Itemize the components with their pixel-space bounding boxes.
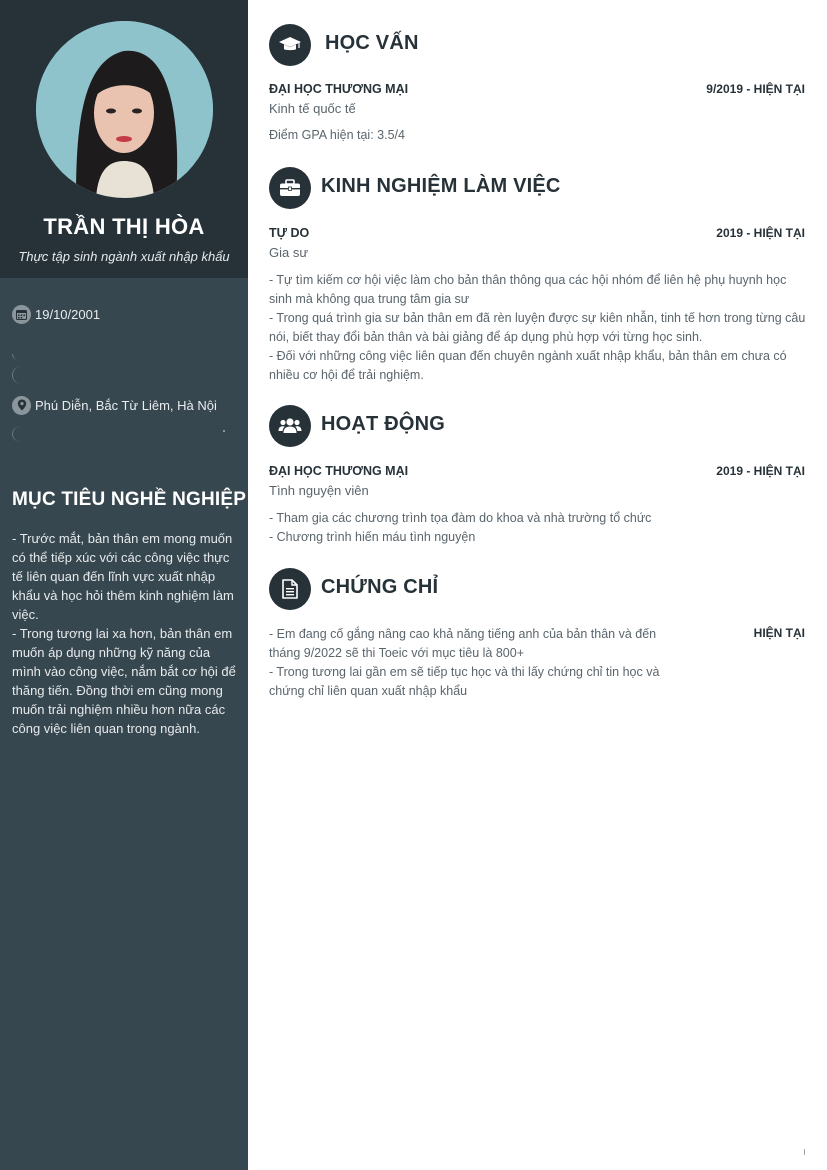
sidebar	[0, 0, 248, 1170]
activities-org: ĐẠI HỌC THƯƠNG MẠI	[269, 464, 409, 478]
document-icon	[269, 568, 311, 610]
empty-contact-marker	[12, 366, 30, 384]
profile-header	[0, 0, 248, 278]
activities-role: Tình nguyện viên	[269, 483, 369, 498]
briefcase-icon	[269, 167, 311, 209]
experience-date: 2019 - HIỆN TẠI	[716, 226, 805, 240]
education-date: 9/2019 - HIỆN TẠI	[706, 82, 805, 96]
experience-description: - Tự tìm kiếm cơ hội việc làm cho bản thân thông qua các hội nhóm để liên hệ phụ huynh học sinh mà không qua trung tâm gia sư - Trong quá trình gia sư bản thân em đã rèn luyện được sự kiên nhẫn, tinh tế hơn trong từng câu nói, biết thay đổi bản thân và bài giảng để áp dụng phù hợp với từng học sinh. - Đối với những công việc liên quan đến chuyên ngành xuất nhập khẩu, bản thân em chưa có nhiều cơ hội để trải nghiệm.	[269, 273, 806, 382]
activities-date: 2019 - HIỆN TẠI	[716, 464, 805, 478]
page-marker	[804, 1149, 805, 1155]
education-school: ĐẠI HỌC THƯƠNG MẠI	[269, 82, 409, 96]
users-icon	[269, 405, 311, 447]
experience-title: KINH NGHIỆM LÀM VIỆC	[321, 175, 561, 197]
empty-contact-marker	[12, 354, 30, 360]
birthdate-text: 19/10/2001	[35, 306, 101, 322]
activities-title: HOẠT ĐỘNG	[321, 413, 446, 435]
objective-text: - Trước mắt, bản thân em mong muốn có thể tiếp xúc với các công việc thực tế liên quan đến lĩnh vực xuất nhập khẩu và học hỏi thêm kinh nghiệm làm việc. - Trong tương lai xa hơn, bản thân em muốn áp dụng những kỹ năng của mình vào công việc, nắm bắt cơ hội để thăng tiến. Đồng thời em cũng mong muốn trải nghiệm nhiều hơn nữa các công việc liên quan trong ngành.	[12, 531, 236, 736]
activities-description: - Tham gia các chương trình tọa đàm do khoa và nhà trường tổ chức - Chương trình hiến máu tình nguyện	[269, 511, 652, 544]
address-row	[12, 395, 217, 415]
profile-name: TRẦN THỊ HÒA	[43, 214, 205, 239]
certificates-description: - Em đang cố gắng nâng cao khả năng tiếng anh của bản thân và đến tháng 9/2022 sẽ thi Toeic với mục tiêu là 800+ - Trong tương lai gần em sẽ tiếp tục học và thi lấy chứng chỉ tin học và chứng chỉ liên quan xuất nhập khẩu	[269, 627, 660, 698]
empty-contact-marker	[12, 426, 30, 442]
avatar	[36, 21, 213, 198]
calendar-icon	[12, 305, 31, 324]
birthdate-row	[12, 304, 100, 324]
certificates-date: HIỆN TẠI	[753, 626, 805, 640]
education-gpa: Điểm GPA hiện tại: 3.5/4	[269, 128, 405, 142]
profile-role: Thực tập sinh ngành xuất nhập khẩu	[18, 249, 230, 264]
education-title: HỌC VẤN	[325, 32, 419, 54]
address-text: Phú Diễn, Bắc Từ Liêm, Hà Nội	[35, 397, 217, 413]
stray-dot	[223, 430, 225, 432]
certificates-title: CHỨNG CHỈ	[321, 576, 439, 598]
experience-position: Gia sư	[269, 245, 309, 260]
experience-company: TỰ DO	[269, 226, 310, 240]
education-major: Kinh tế quốc tế	[269, 101, 356, 116]
location-pin-icon	[12, 396, 31, 415]
objective-title: MỤC TIÊU NGHỀ NGHIỆP	[12, 489, 247, 510]
graduation-cap-icon	[269, 24, 311, 66]
